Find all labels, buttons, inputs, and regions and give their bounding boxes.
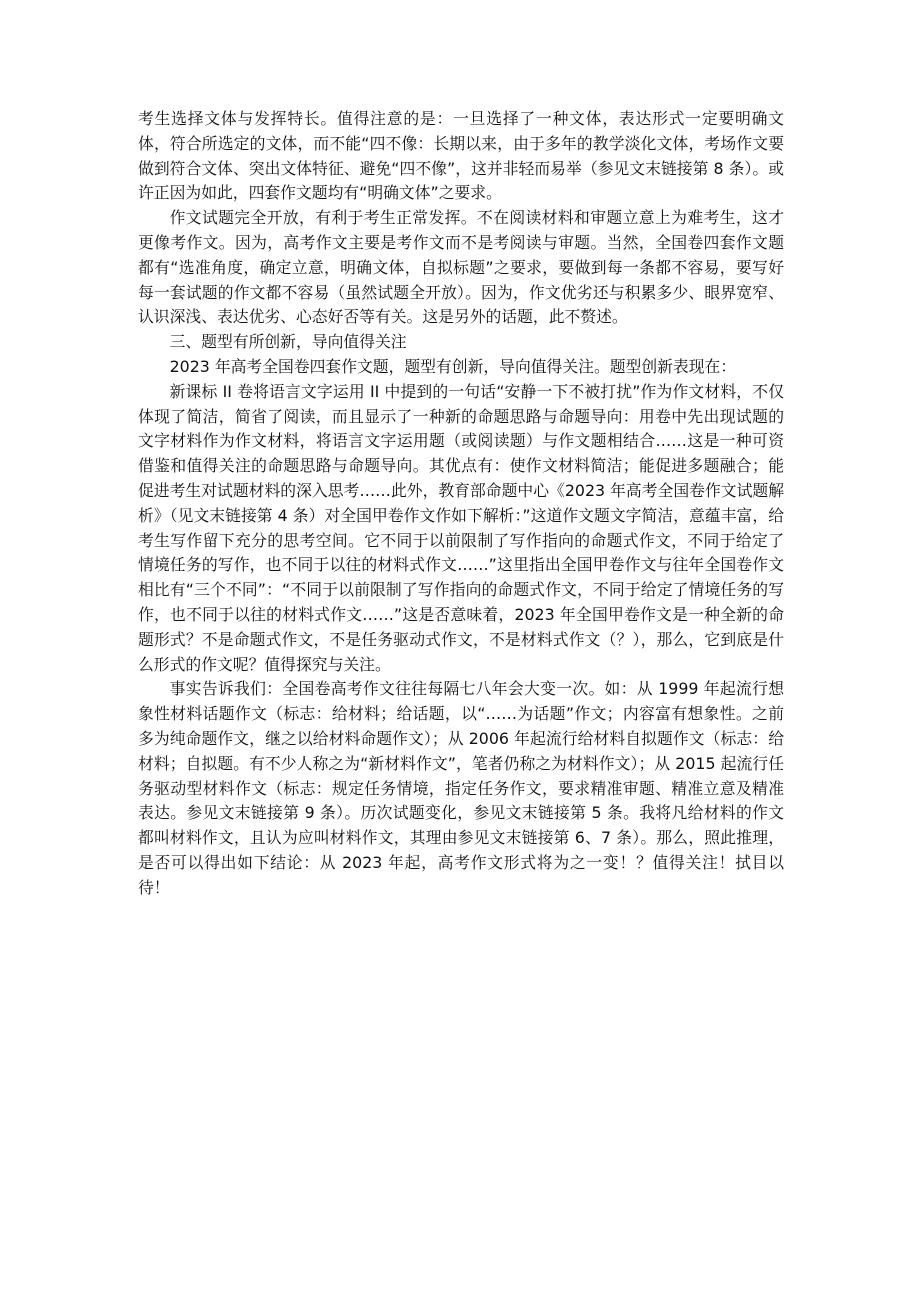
- paragraph-1: 考生选择文体与发挥特长。值得注意的是：一旦选择了一种文体，表达形式一定要明确文体，符合所选定的文体，而不能“四不像：长期以来，由于多年的教学淡化文体，考场作文要做到符合文体、突出文体特征、避免“四不像”，这并非轻而易举（参见文末链接第 8 条）。或许正因为如此，四套作文题均有“明确文体”之要求。: [138, 109, 784, 203]
- section-heading: 三、题型有所创新，导向值得关注: [169, 332, 407, 352]
- paragraph-4: 新课标 II 卷将语言文字运用 II 中提到的一句话“安静一下不被打扰”作为作文材料，不仅体现了简洁，简省了阅读，而且显示了一种新的命题思路与命题导向：用卷中先出现试题的文字材料作为作文材料，将语言文字运用题（或阅读题）与作文题相结合……这是一种可资借鉴和值得关注的命题思路与命题导向。其优点有：使作文材料简洁；能促进多题融合；能促进考生对试题材料的深入思考……此外，教育部命题中心《2023 年高考全国卷作文试题解析》（见文末链接第 4 条）对全国甲卷作文作如下解析：”这道作文题文字简洁，意蕴丰富，给考生写作留下充分的思考空间。它不同于以前限制了写作指向的命题式作文，不同于给定了情境任务的写作，也不同于以往的材料式作文……”这里指出全国甲卷作文与往年全国卷作文相比有“三个不同”：“不同于以前限制了写作指向的命题式作文，不同于给定了情境任务的写作，也不同于以往的材料式作文……”这是否意味着，2023 年全国甲卷作文是一种全新的命题形式？不是命题式作文，不是任务驱动式作文，不是材料式作文（？），那么，它到底是什么形式的作文呢？值得探究与关注。: [138, 381, 784, 674]
- document-body: [138, 107, 784, 901]
- paragraph-3: 2023 年高考全国卷四套作文题，题型有创新，导向值得关注。题型创新表现在：: [169, 356, 737, 376]
- paragraph-5: 事实告诉我们：全国卷高考作文往往每隔七八年会大变一次。如：从 1999 年起流行想象性材料话题作文（标志：给材料；给话题，以“……为话题”作文；内容富有想象性。之前多为纯命题作文，继之以给材料命题作文）；从 2006 年起流行给材料自拟题作文（标志：给材料；自拟题。有不少人称之为“新材料作文”，笔者仍称之为材料作文）；从 2015 起流行任务驱动型材料作文（标志：规定任务情境，指定任务作文，要求精准审题、精准立意及精准表达。参见文末链接第 9 条）。历次试题变化，参见文末链接第 5 条。我将凡给材料的作文都叫材料作文，且认为应叫材料作文，其理由参见文末链接第 6、7 条）。那么，照此推理，是否可以得出如下结论：从 2023 年起，高考作文形式将为之一变！？值得关注！拭目以待！: [138, 679, 784, 897]
- paragraph-2: 作文试题完全开放，有利于考生正常发挥。不在阅读材料和审题立意上为难考生，这才更像考作文。因为，高考作文主要是考作文而不是考阅读与审题。当然，全国卷四套作文题都有“选准角度，确定立意，明确文体，自拟标题”之要求，要做到每一条都不容易，要写好每一套试题的作文都不容易（虽然试题全开放）。因为，作文优劣还与积累多少、眼界宽窄、认识深浅、表达优劣、心态好否等有关。这是另外的话题，此不赘述。: [138, 208, 784, 327]
